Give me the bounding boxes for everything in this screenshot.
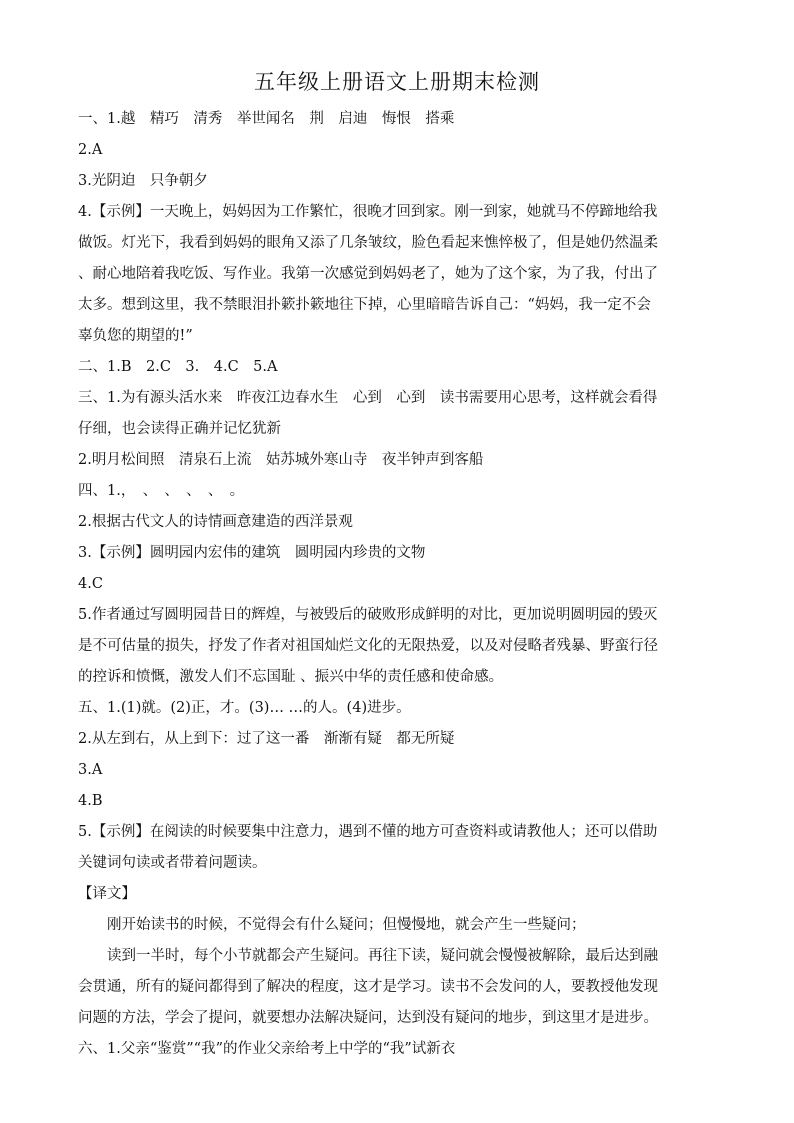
text-line: 三、1.为有源头活水来 昨夜江边春水生 心到 心到 读书需要用心思考，这样就会看得 bbox=[78, 390, 658, 406]
text-line: 读到一半时，每个小节就都会产生疑问。再往下读，疑问就会慢慢被解除，最后达到融 bbox=[107, 948, 658, 964]
text-line: 会贯通，所有的疑问都得到了解决的程度，这才是学习。读书不会发问的人，要教授他发现 bbox=[78, 979, 658, 995]
answer-content bbox=[78, 104, 718, 1065]
text-line: 问题的方法，学会了提问，就要想办法解决疑问，达到没有疑问的地步，到这里才是进步。 bbox=[78, 1010, 658, 1026]
text-line: 3.【示例】圆明园内宏伟的建筑 圆明园内珍贵的文物 bbox=[78, 545, 426, 561]
text-line: 一、1.越 精巧 清秀 举世闻名 荆 启迪 悔恨 搭乘 bbox=[78, 111, 455, 127]
text-line: 太多。想到这里，我不禁眼泪扑簌扑簌地往下掉，心里暗暗告诉自己：“妈妈，我一定不会 bbox=[78, 297, 651, 313]
text-line: 2.从左到右，从上到下：过了这一番 渐渐有疑 都无所疑 bbox=[78, 731, 455, 747]
text-line: 辜负您的期望的!” bbox=[78, 328, 193, 344]
text-line: 六、1.父亲“鉴赏”“我”的作业父亲给考上中学的“我”试新衣 bbox=[78, 1041, 456, 1057]
text-line: 做饭。灯光下，我看到妈妈的眼角又添了几条皱纹，脸色看起来憔悴极了，但是她仍然温柔 bbox=[78, 235, 658, 251]
text-line: 刚开始读书的时候，不觉得会有什么疑问；但慢慢地，就会产生一些疑问； bbox=[107, 917, 586, 933]
text-line: 仔细，也会读得正确并记忆犹新 bbox=[78, 421, 281, 437]
section-heading-translation: 【译文】 bbox=[78, 886, 136, 902]
text-line: 五、1.(1)就。(2)正，才。(3)… …的人。(4)进步。 bbox=[78, 700, 411, 716]
text-line: 3.光阴迫 只争朝夕 bbox=[78, 173, 208, 189]
text-line: 4.B bbox=[78, 793, 103, 809]
text-line: 关键词句读或者带着问题读。 bbox=[78, 855, 267, 871]
text-line: 的控诉和愤慨，激发人们不忘国耻 、振兴中华的责任感和使命感。 bbox=[78, 669, 504, 685]
text-line: 2.A bbox=[78, 142, 103, 158]
text-line: 4.【示例】一天晚上，妈妈因为工作繁忙，很晚才回到家。刚一到家，她就马不停蹄地给我 bbox=[78, 204, 658, 220]
text-line: 4.C bbox=[78, 576, 103, 592]
text-line: 2.根据古代文人的诗情画意建造的西洋景观 bbox=[78, 514, 353, 530]
text-line: 3.A bbox=[78, 762, 103, 778]
document-title: 五年级上册语文上册期末检测 bbox=[254, 70, 540, 94]
text-line: 5.作者通过写圆明园昔日的辉煌，与被毁后的破败形成鲜明的对比，更加说明圆明园的毁灭 bbox=[78, 607, 658, 623]
text-line: 是不可估量的损失，抒发了作者对祖国灿烂文化的无限热爱，以及对侵略者残暴、野蛮行径 bbox=[78, 638, 658, 654]
text-line: 2.明月松间照 清泉石上流 姑苏城外寒山寺 夜半钟声到客船 bbox=[78, 452, 484, 468]
text-line: 二、1.B 2.C 3. 4.C 5.A bbox=[78, 359, 278, 375]
text-line: 、耐心地陪着我吃饭、写作业。我第一次感觉到妈妈老了，她为了这个家，为了我，付出了 bbox=[78, 266, 658, 282]
text-line: 5.【示例】在阅读的时候要集中注意力，遇到不懂的地方可查资料或请教他人；还可以借助 bbox=[78, 824, 658, 840]
text-line: 四、1.， 、 、 、 、 。 bbox=[78, 483, 245, 499]
